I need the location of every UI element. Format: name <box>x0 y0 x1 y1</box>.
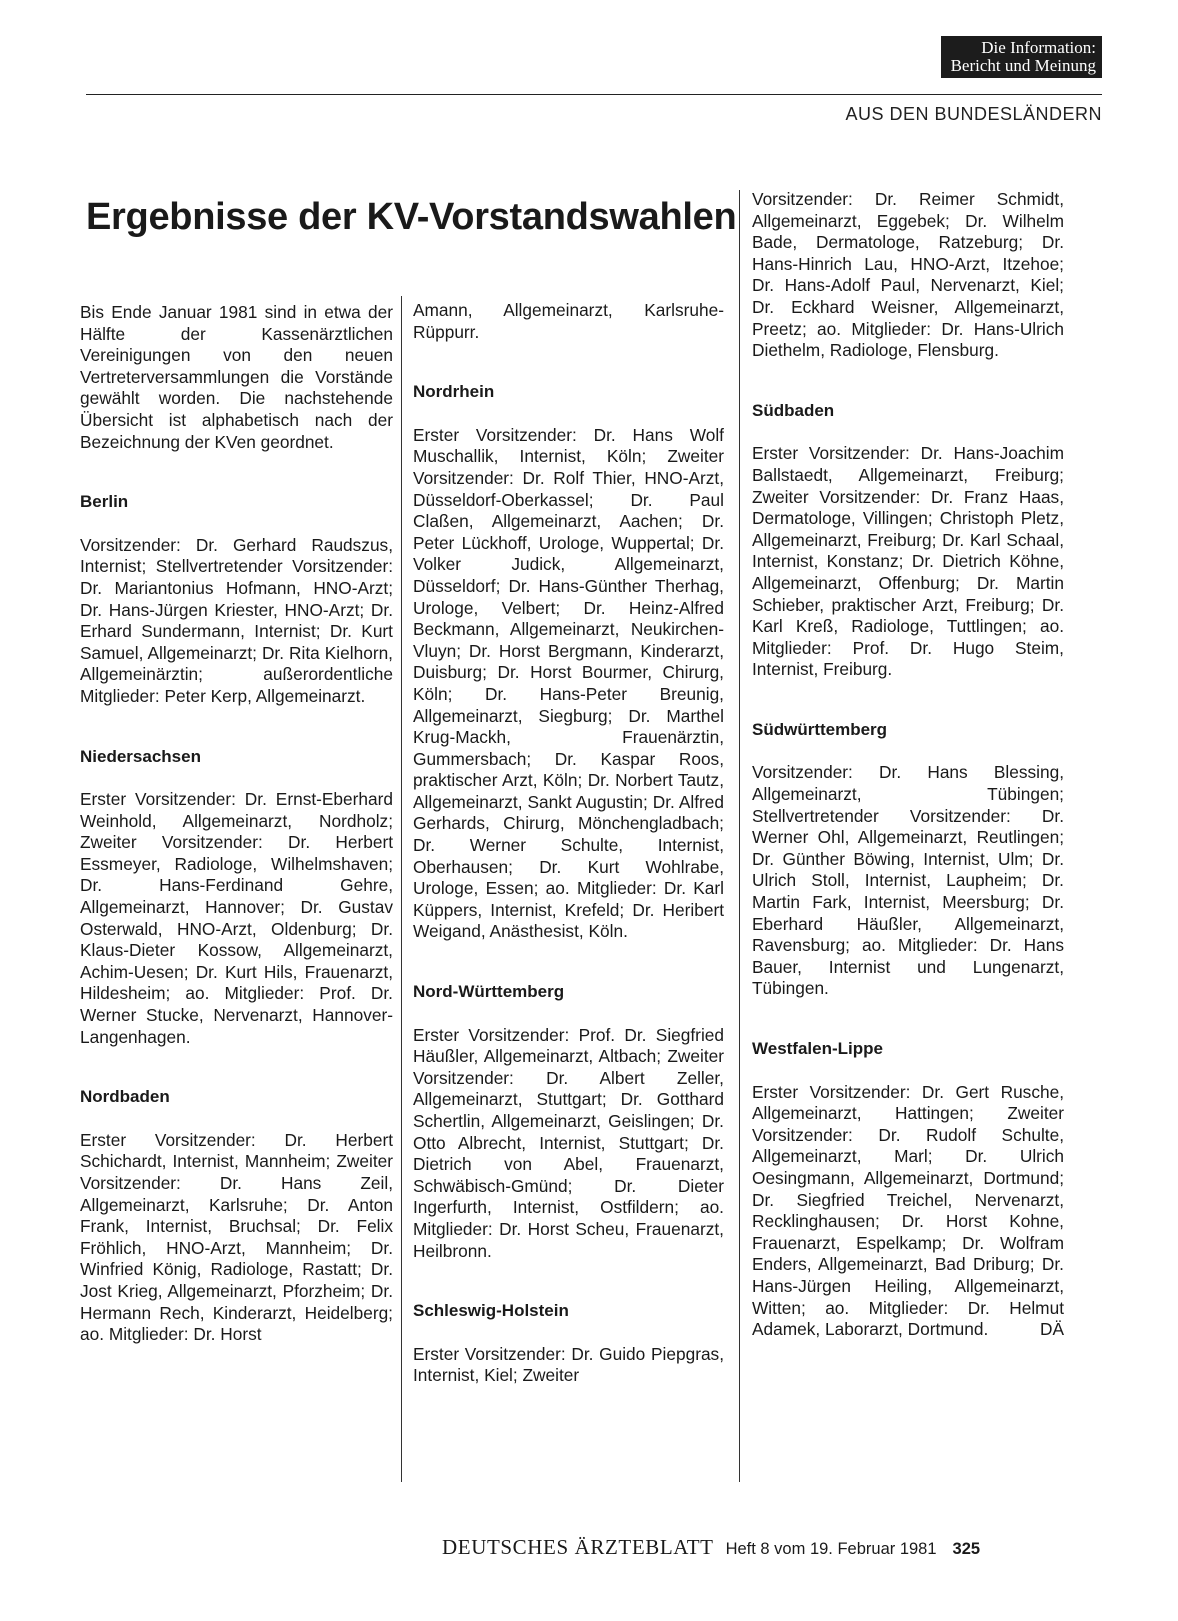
section-text-westfalen-lippe <box>752 1082 1064 1341</box>
section-heading-suedwuerttemberg: Südwürttemberg <box>752 719 888 739</box>
section-text-suedbaden: Erster Vorsitzender: Dr. Hans-Joachim Ballstaedt, Allgemeinarzt, Freiburg; Zweiter Vorsitzender: Dr. Franz Haas, Dermatologe, Villingen; Christoph Pletz, Allgemeinarzt, Freiburg; Dr. Karl Schaal, Internist, Konstanz; Dr. Dietrich Köhne, Allgemeinarzt, Offenburg; Dr. Martin Schieber, praktischer Arzt, Freiburg; Dr. Karl Kreß, Radiologe, Tuttlingen; ao. Mitglieder: Prof. Dr. Hugo Steim, Internist, Freiburg. <box>752 443 1064 680</box>
section-text-schleswig-holstein: Erster Vorsitzender: Dr. Guido Piepgras, Internist, Kiel; Zweiter <box>413 1343 724 1386</box>
section-badge <box>941 36 1102 78</box>
section-text-westfalen-lippe-body: Erster Vorsitzender: Dr. Gert Rusche, Allgemeinarzt, Hattingen; Zweiter Vorsitzender: Dr. Rudolf Schulte, Allgemeinarzt, Marl; Dr. Ulrich Oesingmann, Allgemeinarzt, Dortmund; Dr. Siegfried Treichel, Nervenarzt, Recklinghausen; Dr. Horst Kohne, Frauenarzt, Espelkamp; Dr. Wolfram Enders, Allgemeinarzt, Bad Driburg; Dr. Hans-Jürgen Heiling, Allgemeinarzt, Witten; ao. Mitglieder: Dr. Helmut Adamek, Laborarzt, Dortmund. <box>752 1081 1064 1340</box>
column-divider-1 <box>401 296 402 1482</box>
section-text-nordbaden: Erster Vorsitzender: Dr. Herbert Schichardt, Internist, Mannheim; Zweiter Vorsitzender: Dr. Hans Zeil, Allgemeinarzt, Karlsruhe; Dr. Anton Frank, Internist, Bruchsal; Dr. Felix Fröhlich, HNO-Arzt, Mannheim; Dr. Winfried König, Radiologe, Rastatt; Dr. Jost Krieg, Allgemeinarzt, Pforzheim; Dr. Hermann Rech, Kinderarzt, Heidelberg; ao. Mitglieder: Dr. Horst <box>80 1129 393 1345</box>
section-text-berlin: Vorsitzender: Dr. Gerhard Raudszus, Internist; Stellvertretender Vorsitzender: Dr. Mariantonius Hofmann, HNO-Arzt; Dr. Hans-Jürgen Kriester, HNO-Arzt; Dr. Erhard Sundermann, Internist; Dr. Kurt Samuel, Allgemeinarzt; Dr. Rita Kielhorn, Allgemeinärztin; außerordentliche Mitglieder: Peter Kerp, Allgemeinarzt. <box>80 534 393 706</box>
journal-name: DEUTSCHES ÄRZTEBLATT <box>442 1535 714 1559</box>
author-signature: DÄ <box>1039 1319 1064 1340</box>
column-divider-2 <box>739 190 740 1482</box>
section-heading-westfalen-lippe: Westfalen-Lippe <box>752 1039 883 1058</box>
column-1 <box>80 302 393 1346</box>
section-heading-niedersachsen: Niedersachsen <box>80 746 201 766</box>
section-label: AUS DEN BUNDESLÄNDERN <box>845 104 1102 124</box>
column-3 <box>752 189 1064 1341</box>
page-number: 325 <box>952 1540 981 1558</box>
section-text-schleswig-holstein-continued: Vorsitzender: Dr. Reimer Schmidt, Allgemeinarzt, Eggebek; Dr. Wilhelm Bade, Dermatologe, Ratzeburg; Dr. Hans-Hinrich Lau, HNO-Arzt, Itzehoe; Dr. Hans-Adolf Paul, Nervenarzt, Kiel; Dr. Eckhard Weisner, Allgemeinarzt, Preetz; ao. Mitglieder: Dr. Hans-Ulrich Diethelm, Radiologe, Flensburg. <box>752 189 1064 361</box>
section-heading-nord-wuerttemberg: Nord-Württemberg <box>413 982 565 1002</box>
section-text-nordrhein: Erster Vorsitzender: Dr. Hans Wolf Muschallik, Internist, Köln; Zweiter Vorsitzender: Dr. Rolf Thier, HNO-Arzt, Düsseldorf-Oberkassel; Dr. Paul Claßen, Allgemeinarzt, Aachen; Dr. Peter Lückhoff, Urologe, Wuppertal; Dr. Volker Judick, Allgemeinarzt, Düsseldorf; Dr. Hans-Günther Therhag, Urologe, Velbert; Dr. Heinz-Alfred Beckmann, Allgemeinarzt, Neukirchen-Vluyn; Dr. Horst Bergmann, Kinderarzt, Duisburg; Dr. Horst Bourmer, Chirurg, Köln; Dr. Hans-Peter Breunig, Allgemeinarzt, Siegburg; Dr. Marthel Krug-Mackh, Frauenärztin, Gummersbach; Dr. Kaspar Roos, praktischer Arzt, Köln; Dr. Norbert Tautz, Allgemeinarzt, Sankt Augustin; Dr. Alfred Gerhards, Chirurg, Mönchengladbach; Dr. Werner Schulte, Internist, Oberhausen; Dr. Kurt Wohlrabe, Urologe, Essen; ao. Mitglieder: Dr. Karl Küppers, Internist, Krefeld; Dr. Heribert Weigand, Anästhesist, Köln. <box>413 424 724 942</box>
article-title: Ergebnisse der KV-Vorstandswahlen <box>86 196 737 238</box>
page-footer <box>442 1535 980 1560</box>
section-heading-schleswig-holstein: Schleswig-Holstein <box>413 1301 569 1321</box>
section-text-niedersachsen: Erster Vorsitzender: Dr. Ernst-Eberhard Weinhold, Allgemeinarzt, Nordholz; Zweiter Vorsitzender: Dr. Herbert Essmeyer, Radiologe, Wilhelmshaven; Dr. Hans-Ferdinand Gehre, Allgemeinarzt, Hannover; Dr. Gustav Osterwald, HNO-Arzt, Oldenburg; Dr. Klaus-Dieter Kossow, Allgemeinarzt, Achim-Uesen; Dr. Kurt Hils, Frauenarzt, Hildesheim; ao. Mitglieder: Prof. Dr. Werner Stucke, Nervenarzt, Hannover-Langenhagen. <box>80 789 393 1047</box>
section-heading-suedbaden: Südbaden <box>752 400 835 420</box>
badge-line-2: Bericht und Meinung <box>950 56 1096 75</box>
section-heading-nordbaden: Nordbaden <box>80 1087 170 1107</box>
section-text-suedwuerttemberg: Vorsitzender: Dr. Hans Blessing, Allgemeinarzt, Tübingen; Stellvertretender Vorsitzender: Dr. Werner Ohl, Allgemeinarzt, Reutlingen; Dr. Günther Böwing, Internist, Ulm; Dr. Ulrich Stoll, Internist, Laupheim; Dr. Martin Fark, Internist, Meersburg; Dr. Eberhard Häußler, Allgemeinarzt, Ravensburg; ao. Mitglieder: Dr. Hans Bauer, Internist und Lungenarzt, Tübingen. <box>752 762 1064 999</box>
intro-paragraph: Bis Ende Januar 1981 sind in etwa der Hälfte der Kassenärztlichen Vereinigungen von den neuen Vertreterversammlungen die Vorstände gewählt worden. Die nachstehende Übersicht ist alphabetisch nach der Bezeichnung der KVen geordnet. <box>80 302 393 452</box>
section-heading-berlin: Berlin <box>80 492 129 512</box>
badge-line-1: Die Information: <box>981 38 1096 57</box>
column-2 <box>413 300 724 1387</box>
issue-info: Heft 8 vom 19. Februar 1981 <box>725 1540 937 1558</box>
section-text-nord-wuerttemberg: Erster Vorsitzender: Prof. Dr. Siegfried Häußler, Allgemeinarzt, Altbach; Zweiter Vorsitzender: Dr. Albert Zeller, Allgemeinarzt, Stuttgart; Dr. Gotthard Schertlin, Allgemeinarzt, Geislingen; Dr. Otto Albrecht, Internist, Stuttgart; Dr. Dietrich von Abel, Frauenarzt, Schwäbisch-Gmünd; Dr. Dieter Ingerfurth, Internist, Ostfildern; ao. Mitglieder: Dr. Horst Scheu, Frauenarzt, Heilbronn. <box>413 1024 724 1261</box>
section-heading-nordrhein: Nordrhein <box>413 382 495 402</box>
section-text-nordbaden-continued: Amann, Allgemeinarzt, Karlsruhe-Rüppurr. <box>413 300 724 342</box>
header-rule <box>86 94 1102 95</box>
